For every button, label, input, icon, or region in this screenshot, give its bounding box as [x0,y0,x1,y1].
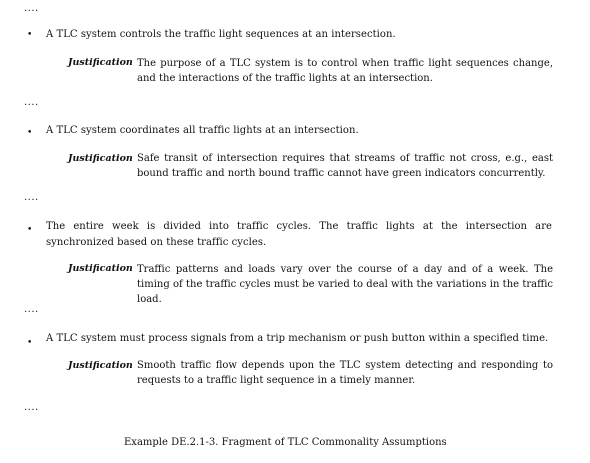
justification-text: Traffic patterns and loads vary over the course of a day and of a week. The timing of the traffic cycles must be varied to deal with the variations in the traffic load. [137,264,553,305]
justification-label: Justification [68,57,133,68]
assumption-text: A TLC system controls the traffic light sequences at an intersection. [46,29,396,40]
justification-label: Justification [68,153,133,164]
figure-caption: Example DE.2.1-3. Fragment of TLC Commonality Assumptions [124,437,447,448]
justification-text: The purpose of a TLC system is to control when traffic light sequences change, and the interactions of the traffic lights at an intersection. [137,58,553,84]
bullet-icon: • [27,128,33,138]
assumption-text: The entire week is divided into traffic cycles. The traffic lights at the intersection are synchronized based on these traffic cycles. [46,221,552,248]
justification-text: Smooth traffic flow depends upon the TLC system detecting and responding to requests to a traffic light sequence in a timely manner. [137,360,553,386]
ellipsis: .... [24,97,39,108]
justification-label: Justification [68,360,133,371]
ellipsis: .... [24,3,39,14]
ellipsis: .... [24,304,39,315]
ellipsis: .... [24,402,39,413]
bullet-icon: • [27,338,33,348]
justification-label: Justification [68,263,133,274]
ellipsis: .... [24,192,39,203]
assumption-text: A TLC system must process signals from a trip mechanism or push button within a specified time. [46,333,549,344]
justification-text: Safe transit of intersection requires that streams of traffic not cross, e.g., east bound traffic and north bound traffic cannot have green indicators concurrently. [137,153,553,179]
assumption-text: A TLC system coordinates all traffic lights at an intersection. [46,125,359,136]
bullet-icon: • [27,30,33,40]
bullet-icon: • [27,225,33,235]
